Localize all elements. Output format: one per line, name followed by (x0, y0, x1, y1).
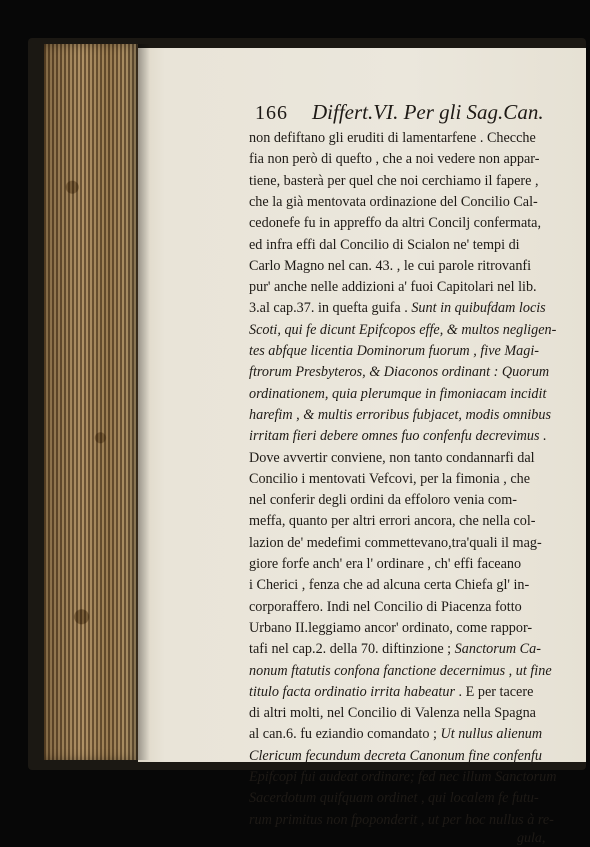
text-line (249, 554, 569, 575)
text-line (249, 746, 569, 767)
italic-text: irritam fieri debere omnes fuo confenfu decrevimus . (249, 428, 547, 445)
text-line (249, 235, 569, 256)
roman-text: . E per tacere (455, 683, 534, 700)
text-line (249, 277, 569, 298)
text-line (249, 724, 569, 745)
roman-text: cedonefe fu in appreffo da altri Concilj confermata, (249, 215, 542, 232)
text-line (249, 341, 569, 362)
page-number: 166 (255, 102, 288, 124)
text-line (249, 213, 569, 234)
italic-text: Ut nullus alienum (440, 726, 543, 743)
roman-text: fia non però di quefto , che a noi vedere non appar- (249, 151, 540, 168)
catchword: gula, (517, 830, 546, 846)
italic-text: ftrorum Presbyteros, & Diaconos ordinant : Quorum (249, 364, 550, 381)
text-line (249, 490, 569, 511)
roman-text: tafi nel cap.2. della 70. diftinzione ; (249, 641, 455, 658)
roman-text: Carlo Magno nel can. 43. , le cui parole ritrovanfi (249, 257, 532, 274)
text-line (249, 298, 569, 319)
page-text (249, 100, 569, 846)
gutter-shadow (136, 44, 150, 760)
roman-text: nel conferir degli ordini da effoloro venia com- (249, 492, 518, 509)
italic-text: nonum ftatutis confona fanctione decernimus , ut fine (249, 662, 552, 679)
roman-text: Concilio i mentovati Vefcovi, per la fimonia , che (249, 470, 531, 487)
text-line (249, 192, 569, 213)
roman-text: i Cherici , fenza che ad alcuna certa Chiefa gl' in- (249, 577, 530, 594)
roman-text: tiene, basterà per quel che noi cerchiamo il fapere , (249, 172, 539, 189)
text-line (249, 682, 569, 703)
italic-text: Clericum fecundum decreta Canonum fine confenfu (249, 747, 543, 764)
text-line (249, 128, 569, 149)
italic-text: titulo facta ordinatio irrita habeatur (249, 683, 455, 700)
roman-text: di altri molti, nel Concilio di Valenza nella Spagna (249, 705, 536, 722)
text-line (249, 469, 569, 490)
roman-text: al can.6. fu eziandio comandato ; (249, 726, 441, 743)
roman-text: che la già mentovata ordinazione del Concilio Cal- (249, 193, 538, 210)
text-line (249, 256, 569, 277)
roman-text: meffa, quanto per altri errori ancora, che nella col- (249, 513, 536, 530)
text-line (249, 384, 569, 405)
roman-text: Dove avvertir conviene, non tanto condannarfi dal (249, 449, 535, 466)
page-edges (44, 44, 138, 760)
italic-text: tes abfque licentia Dominorum fuorum , five Magi- (249, 343, 540, 359)
roman-text: 3.al cap.37. in quefta guifa . (249, 300, 412, 317)
running-head: Differt.VI. Per gli Sag.Can. (312, 100, 544, 124)
roman-text: corporaffero. Indi nel Concilio di Piacenza fotto (249, 598, 522, 615)
text-line (249, 661, 569, 682)
text-line (249, 788, 569, 809)
italic-text: ordinationem, quia plerumque in fimoniacam incidit (249, 385, 547, 402)
roman-text: non defiftano gli eruditi di lamentarfene . Checche (249, 130, 536, 146)
roman-text: giore forfe anch' era l' ordinare , ch' effi faceano (249, 556, 522, 572)
text-line (249, 810, 569, 831)
text-line (249, 320, 569, 341)
text-line (249, 511, 569, 532)
roman-text: ed infra effi dal Concilio di Scialon ne' tempi di (249, 236, 520, 253)
text-line (249, 426, 569, 447)
italic-text: rum primitus non fpoponderit , ut per hoc nullus à re- (249, 811, 554, 828)
text-line (249, 767, 569, 788)
roman-text: lazion de' medefimi commettevano,tra'quali il mag- (249, 534, 542, 551)
italic-text: harefim , & multis erroribus fubjacet, modis omnibus (249, 406, 552, 423)
text-line (249, 362, 569, 383)
text-line (249, 703, 569, 724)
text-line (249, 171, 569, 192)
page-header (249, 100, 569, 126)
italic-text: Sunt in quibufdam locis (411, 300, 546, 317)
text-line (249, 597, 569, 618)
roman-text: pur' anche nelle addizioni a' fuoi Capitolari nel lib. (249, 279, 537, 296)
italic-text: Scoti, qui fe dicunt Epifcopos effe, & multos negligen- (249, 321, 557, 338)
text-line (249, 575, 569, 596)
text-line (249, 448, 569, 469)
italic-text: Sanctorum Ca- (454, 641, 541, 658)
text-line (249, 618, 569, 639)
text-line (249, 149, 569, 170)
roman-text: Urbano II.leggiamo ancor' ordinato, come rappor- (249, 619, 533, 636)
text-line (249, 639, 569, 660)
italic-text: Epifcopi fui audeat ordinare; fed nec illum Sanctorum (249, 769, 557, 785)
text-line (249, 405, 569, 426)
text-line (249, 533, 569, 554)
italic-text: Sacerdotum quifquam ordinet , qui localem fe futu- (249, 790, 539, 807)
